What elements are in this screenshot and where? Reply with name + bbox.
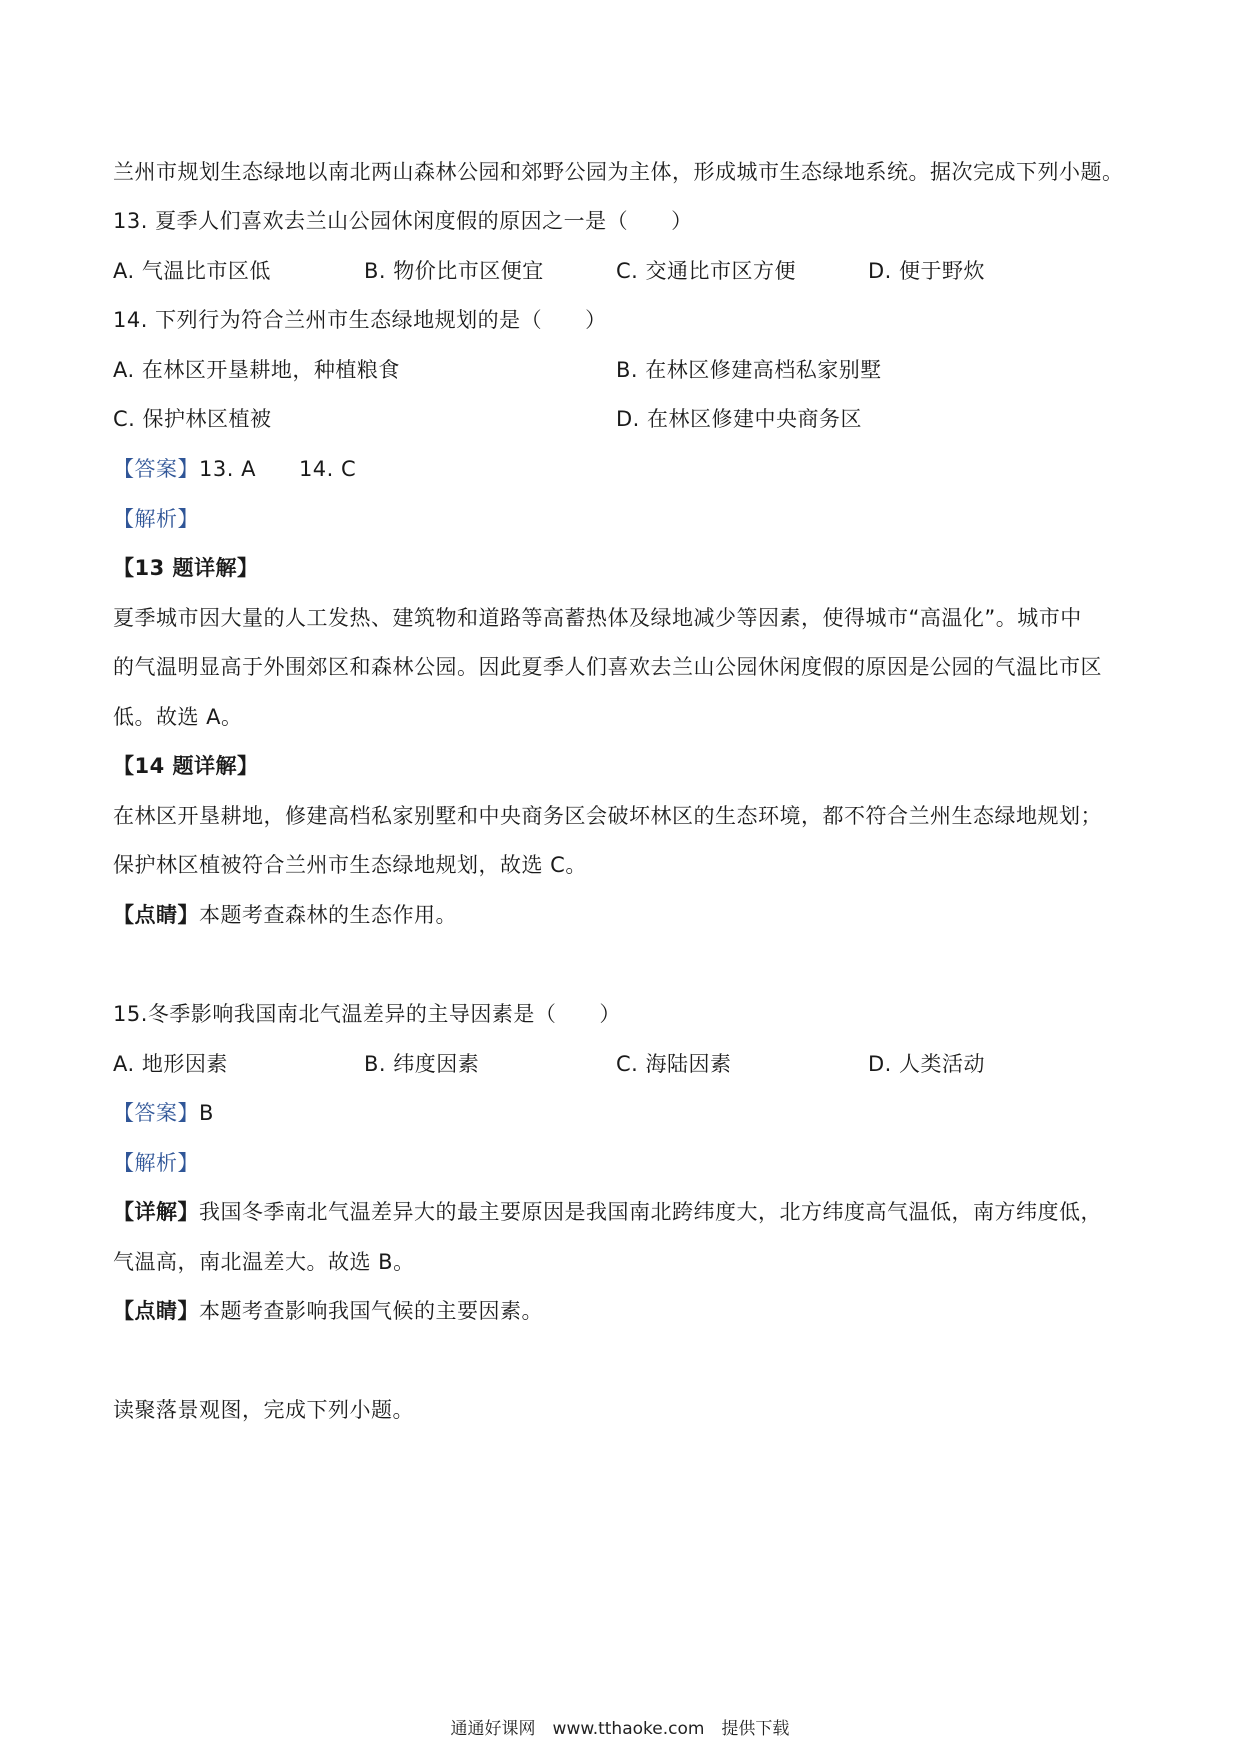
detail-15-line-1 [113, 1198, 1102, 1226]
answer-15 [113, 1099, 214, 1127]
detail-15-line-2: 气温高，南北温差大。故选 B。 [113, 1250, 415, 1274]
detail-13-line-1: 夏季城市因大量的人工发热、建筑物和道路等高蓄热体及绿地减少等因素，使得城市“高温化”。城市中 [113, 606, 1082, 630]
q14-option-c: C. 保护林区植被 [113, 407, 272, 431]
detail-13-heading: 【13 题详解】 [113, 556, 259, 580]
question-15-stem: 15.冬季影响我国南北气温差异的主导因素是（ ） [113, 1002, 621, 1026]
answer-13-14 [113, 455, 356, 483]
q13-option-b: B. 物价比市区便宜 [364, 259, 544, 283]
question-14-stem: 14. 下列行为符合兰州市生态绿地规划的是（ ） [113, 308, 607, 332]
dianjing-text: 本题考查影响我国气候的主要因素。 [199, 1299, 543, 1323]
q13-option-a: A. 气温比市区低 [113, 259, 271, 283]
dianjing-tag: 【点睛】 [113, 903, 199, 927]
answer-text: 13. A 14. C [199, 457, 357, 481]
q14-option-b: B. 在林区修建高档私家别墅 [616, 358, 882, 382]
dianjing-15 [113, 1297, 543, 1325]
dianjing-13-14 [113, 901, 457, 929]
intro-lanzhou: 兰州市规划生态绿地以南北两山森林公园和郊野公园为主体，形成城市生态绿地系统。据次完成下列小题。 [113, 160, 1124, 184]
q15-option-d: D. 人类活动 [868, 1052, 986, 1076]
detail-tag: 【详解】 [113, 1200, 199, 1224]
q13-option-d: D. 便于野炊 [868, 259, 986, 283]
dianjing-text: 本题考查森林的生态作用。 [199, 903, 457, 927]
detail-14-heading: 【14 题详解】 [113, 754, 259, 778]
page-footer: 通通好课网 www.tthaoke.com 提供下载 [450, 1719, 790, 1739]
answer-text: B [199, 1101, 214, 1125]
detail-13-line-3: 低。故选 A。 [113, 705, 243, 729]
q15-option-b: B. 纬度因素 [364, 1052, 480, 1076]
q13-option-c: C. 交通比市区方便 [616, 259, 797, 283]
intro-settlement: 读聚落景观图，完成下列小题。 [113, 1398, 414, 1422]
dianjing-tag: 【点睛】 [113, 1299, 199, 1323]
question-13-stem: 13. 夏季人们喜欢去兰山公园休闲度假的原因之一是（ ） [113, 209, 693, 233]
detail-text: 我国冬季南北气温差异大的最主要原因是我国南北跨纬度大，北方纬度高气温低，南方纬度低， [199, 1200, 1102, 1224]
q14-option-a: A. 在林区开垦耕地，种植粮食 [113, 358, 400, 382]
answer-tag: 【答案】 [113, 1101, 199, 1125]
analysis-15: 【解析】 [113, 1151, 199, 1175]
q15-option-c: C. 海陆因素 [616, 1052, 732, 1076]
detail-14-line-1: 在林区开垦耕地，修建高档私家别墅和中央商务区会破坏林区的生态环境，都不符合兰州生态绿地规划； [113, 804, 1102, 828]
q15-option-a: A. 地形因素 [113, 1052, 228, 1076]
q14-option-d: D. 在林区修建中央商务区 [616, 407, 863, 431]
answer-tag: 【答案】 [113, 457, 199, 481]
analysis-13-14: 【解析】 [113, 507, 199, 531]
detail-13-line-2: 的气温明显高于外围郊区和森林公园。因此夏季人们喜欢去兰山公园休闲度假的原因是公园的气温比市区 [113, 655, 1102, 679]
detail-14-line-2: 保护林区植被符合兰州市生态绿地规划，故选 C。 [113, 853, 587, 877]
